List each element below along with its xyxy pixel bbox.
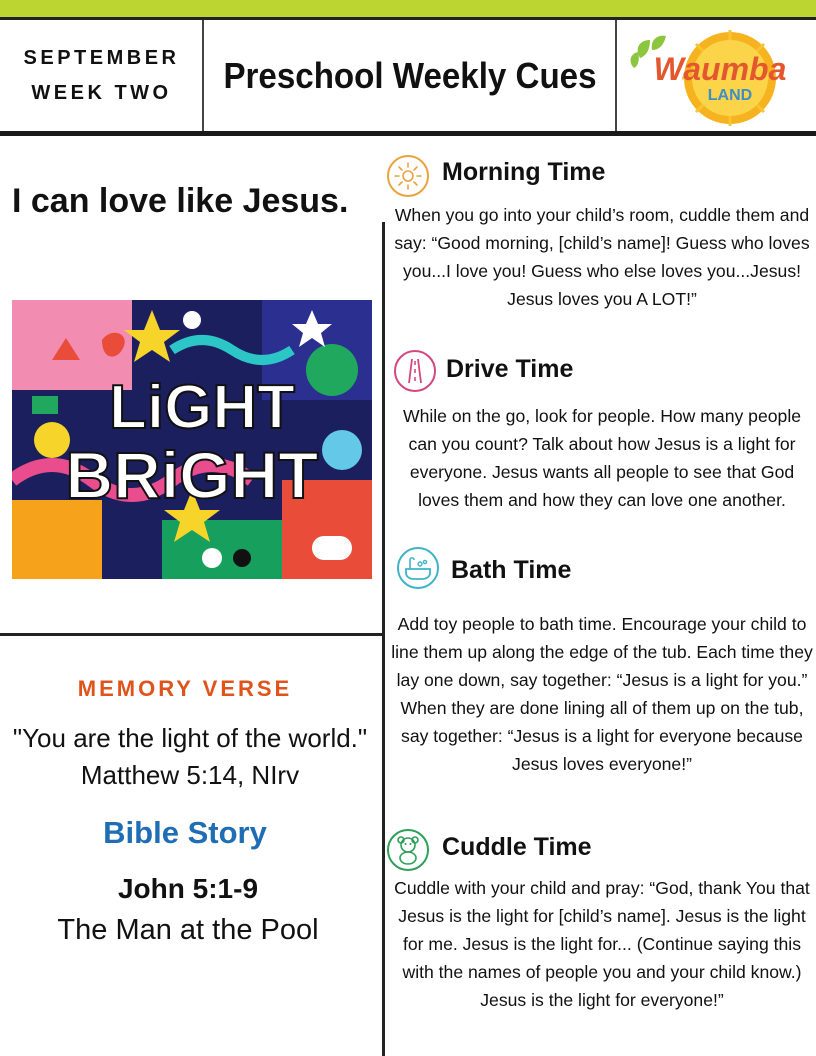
logo-word-1: Waumba [653, 51, 787, 87]
morning-time-text: When you go into your child’s room, cuddle them and say: “Good morning, [child’s name]! Guess who loves you...I love you! Guess who else loves you...Jesus! Jesus loves you A LOT!” [394, 205, 810, 309]
drive-time-heading: Drive Time [446, 355, 574, 383]
column-divider [382, 222, 385, 1056]
teddy-bear-icon [386, 828, 430, 872]
month-week-label [0, 20, 203, 132]
bible-story-title: The Man at the Pool [57, 914, 319, 946]
road-icon [393, 349, 437, 393]
bath-time-text: Add toy people to bath time. Encourage your child to line them up along the edge of the tub. Each time they lay one down, say together: “Jesus is a light for you.” When they are done lining all of them up on the tub, say together: “Jesus is a light for everyone because Jesus loves everyone!” [391, 614, 813, 774]
drive-time-text: While on the go, look for people. How many people can you count? Talk about how Jesus is a light for everyone. Jesus wants all people to see that God loves them and how they can love one another. [402, 406, 802, 510]
header-divider [615, 20, 617, 132]
light-bright-artwork [12, 300, 372, 579]
logo-word-2: LAND [707, 87, 753, 104]
cuddle-time-heading: Cuddle Time [442, 833, 592, 861]
page-title: Preschool Weekly Cues [223, 55, 597, 96]
memory-verse-text: "You are the light of the world." Matthew 5:14, NIrv [12, 723, 368, 790]
cuddle-time-text: Cuddle with your child and pray: “God, thank You that Jesus is the light for [child’s name]. Jesus is the light for me. Jesus is the light for... (Continue saying this with the names of people you and your child know.) Jesus is the light for everyone!” [394, 878, 810, 1010]
weekly-statement: I can love like Jesus. [12, 182, 349, 220]
bible-story-reference: John 5:1-9 [117, 873, 259, 904]
bathtub-icon [396, 546, 440, 590]
left-section-rule [0, 633, 384, 636]
sun-icon [386, 154, 430, 198]
bath-time-heading: Bath Time [451, 556, 572, 584]
week-label: WEEK TWO [31, 82, 172, 104]
artwork-word-1: LiGHT [109, 373, 295, 442]
month-label: SEPTEMBER [23, 47, 180, 69]
bible-story-heading: Bible Story [103, 815, 267, 850]
header-rule [0, 131, 816, 136]
waumba-land-logo [626, 28, 802, 128]
artwork-word-2: BRiGHT [65, 438, 319, 512]
memory-verse-heading: MEMORY VERSE [77, 676, 293, 701]
top-accent-bar [0, 0, 816, 17]
morning-time-heading: Morning Time [442, 158, 606, 186]
